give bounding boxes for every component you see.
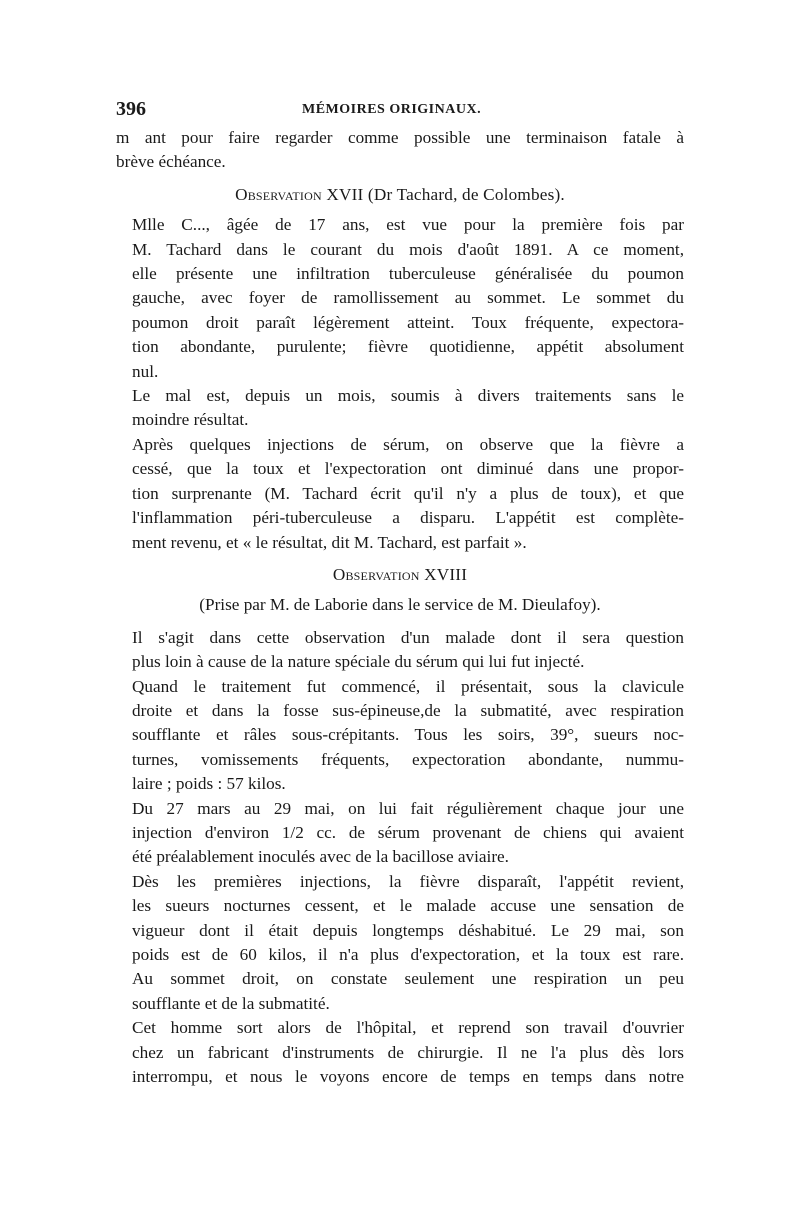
- observation-18-source: (Prise par M. de Laborie dans le service de M. Dieulafoy).: [199, 595, 601, 615]
- text-line: soufflante et râles sous-crépitants. Tous les soirs, 39°, sueurs noc-: [132, 725, 684, 745]
- paragraph-injection-schedule: [116, 797, 684, 870]
- text-line: Il s'agit dans cette observation d'un malade dont il sera question: [132, 627, 684, 647]
- observation-17-heading: [116, 183, 684, 207]
- text-line: ment revenu, et « le résultat, dit M. Tachard, est parfait ».: [132, 532, 527, 552]
- text-line: m ant pour faire regarder comme possible une terminaison fatale à: [116, 128, 684, 147]
- text-line: laire ; poids : 57 kilos.: [132, 774, 286, 794]
- observation-title: XVIII: [419, 564, 468, 584]
- text-line: soufflante et de la submatité.: [132, 993, 330, 1013]
- text-line: Après quelques injections de sérum, on observe que la fièvre a: [132, 434, 684, 454]
- text-line: Dès les premières injections, la fièvre disparaît, l'appétit revient,: [132, 871, 684, 891]
- text-line: Cet homme sort alors de l'hôpital, et reprend son travail d'ouvrier: [132, 1018, 684, 1038]
- text-line: turnes, vomissements fréquents, expectoration abondante, nummu-: [132, 749, 684, 769]
- text-line: interrompu, et nous le voyons encore de temps en temps dans notre: [132, 1067, 684, 1087]
- text-line: brève échéance.: [116, 152, 226, 172]
- text-line: Mlle C..., âgée de 17 ans, est vue pour la première fois par: [132, 215, 684, 235]
- page-number: 396: [116, 98, 146, 120]
- text-line: vigueur dont il était depuis longtemps déshabitué. Le 29 mai, son: [132, 920, 684, 940]
- text-line: l'inflammation péri-tuberculeuse a disparu. L'appétit est complète-: [132, 508, 684, 528]
- paragraph-patient-description: [116, 213, 684, 384]
- paragraph-improvement: [116, 870, 684, 1016]
- text-line: gauche, avec foyer de ramollissement au sommet. Le sommet du: [132, 288, 684, 308]
- text-line: poumon droit paraît légèrement atteint. Toux fréquente, expectora-: [132, 312, 684, 332]
- text-line: Du 27 mars au 29 mai, on lui fait régulièrement chaque jour une: [132, 798, 684, 818]
- text-line: Quand le traitement fut commencé, il présentait, sous la clavicule: [132, 676, 684, 696]
- text-line: Le mal est, depuis un mois, soumis à divers traitements sans le: [132, 386, 684, 406]
- running-head: [116, 96, 684, 126]
- paragraph-initial-state: [116, 675, 684, 797]
- observation-title: XVII (Dr Tachard, de Colombes).: [321, 184, 565, 204]
- observation-18-heading: [116, 563, 684, 587]
- text-line: tion surprenante (M. Tachard écrit qu'il n'y a plus de toux), et que: [132, 483, 684, 503]
- text-line: nul.: [132, 361, 159, 381]
- text-line: injection d'environ 1/2 cc. de sérum provenant de chiens qui avaient: [132, 822, 684, 842]
- paragraph-prior-treatment: [116, 384, 684, 433]
- text-line: poids est de 60 kilos, il n'a plus d'expectoration, et la toux est rare.: [132, 945, 684, 964]
- observation-label: Observation: [332, 564, 420, 584]
- book-page: [116, 96, 684, 1089]
- paragraph-continuation: [116, 126, 684, 175]
- paragraph-serum-result: [116, 433, 684, 555]
- text-line: M. Tachard dans le courant du mois d'août 1891. A ce moment,: [132, 239, 684, 259]
- text-line: elle présente une infiltration tuberculeuse généralisée du poumon: [132, 264, 684, 284]
- text-line: tion abondante, purulente; fièvre quotidienne, appétit absolument: [132, 337, 684, 357]
- text-line: plus loin à cause de la nature spéciale du sérum qui lui fut injecté.: [132, 652, 585, 672]
- text-line: droite et dans la fosse sus-épineuse,de la submatité, avec respiration: [132, 700, 684, 720]
- text-line: les sueurs nocturnes cessent, et le malade accuse une sensation de: [132, 896, 684, 916]
- text-line: cessé, que la toux et l'expectoration ont diminué dans une propor-: [132, 459, 684, 479]
- running-title: MÉMOIRES ORIGINAUX.: [302, 102, 482, 117]
- text-line: moindre résultat.: [132, 410, 249, 430]
- text-line: Au sommet droit, on constate seulement une respiration un peu: [132, 969, 684, 989]
- paragraph-case-intro: [116, 626, 684, 675]
- text-line: chez un fabricant d'instruments de chirurgie. Il ne l'a plus dès lors: [132, 1042, 684, 1062]
- text-line: été préalablement inoculés avec de la bacillose aviaire.: [132, 847, 509, 867]
- observation-label: Observation: [235, 184, 322, 204]
- paragraph-discharge: [116, 1016, 684, 1089]
